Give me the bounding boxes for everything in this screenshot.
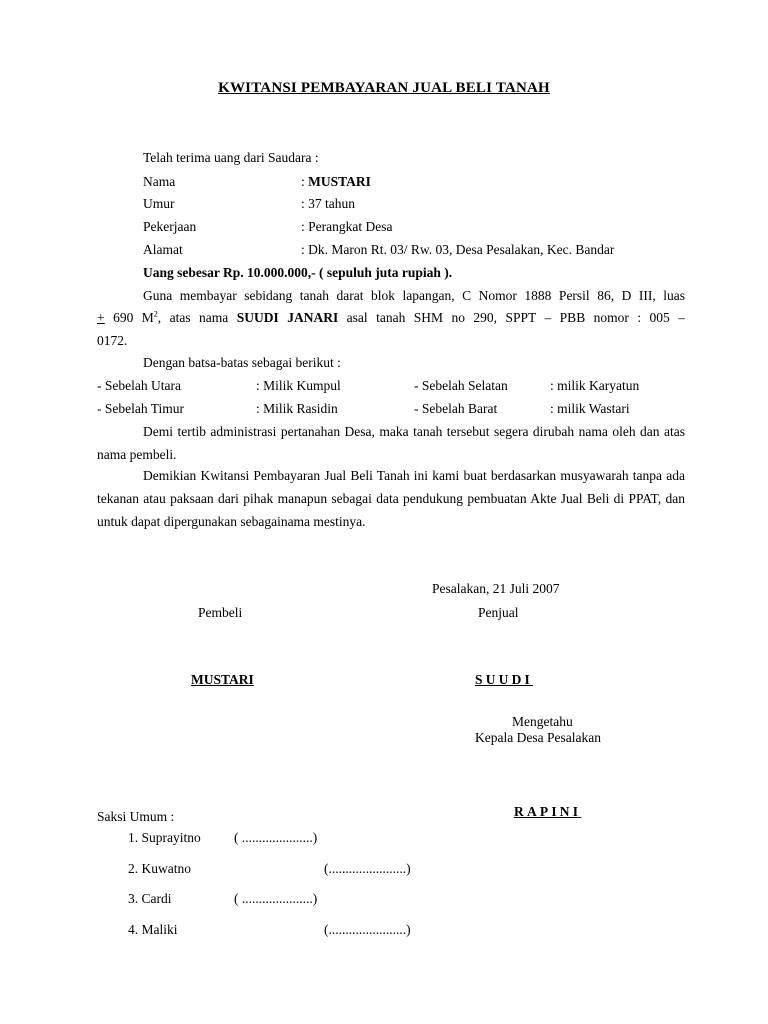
buyer-signature-name: MUSTARI bbox=[191, 672, 254, 687]
area-value: 690 M bbox=[104, 310, 154, 325]
field-value-nama bbox=[301, 174, 371, 190]
village-head-name: RAPINI bbox=[514, 804, 582, 819]
witness-1-name: 1. Suprayitno bbox=[128, 830, 201, 845]
border-west-label: - Sebelah Barat bbox=[414, 401, 498, 416]
border-west-value: : milik Wastari bbox=[550, 401, 630, 416]
field-label-alamat: Alamat bbox=[143, 242, 183, 257]
field-label-pekerjaan: Pekerjaan bbox=[143, 219, 197, 234]
border-east-label: - Sebelah Timur bbox=[97, 401, 185, 416]
field-value-alamat: : Dk. Maron Rt. 03/ Rw. 03, Desa Pesalakan, Kec. Bandar bbox=[301, 242, 615, 257]
field-value-pekerjaan: : Perangkat Desa bbox=[301, 219, 393, 234]
purpose-line-2 bbox=[97, 310, 685, 326]
border-north-value: : Milik Kumpul bbox=[256, 378, 341, 393]
border-north-label: - Sebelah Utara bbox=[97, 378, 181, 393]
witness-label: Saksi Umum : bbox=[97, 809, 175, 824]
buyer-name-field: MUSTARI bbox=[308, 174, 371, 189]
field-label-umur: Umur bbox=[143, 196, 175, 211]
witness-2-signature: (.......................) bbox=[324, 861, 411, 876]
buyer-label: Pembeli bbox=[198, 605, 243, 620]
border-east-value: : Milik Rasidin bbox=[256, 401, 338, 416]
witness-1-signature: ( .....................) bbox=[234, 830, 318, 845]
acknowledged-label: Mengetahu bbox=[512, 714, 573, 729]
closing-paragraph: Demikian Kwitansi Pembayaran Jual Beli Tanah ini kami buat berdasarkan musyawarah tanpa ada tekanan atau paksaan dari pihak manapun sebagai data pendukung pembuatan Akte Jual Beli di PPAT, dan untuk dapat dipergunakan sebagainama mestinya. bbox=[97, 468, 685, 529]
area-superscript: 2 bbox=[153, 309, 158, 319]
border-south-label: - Sebelah Selatan bbox=[414, 378, 508, 393]
amount-text: Uang sebesar Rp. 10.000.000,- ( sepuluh juta rupiah ). bbox=[143, 265, 453, 280]
witness-3-signature: ( .....................) bbox=[234, 891, 318, 906]
plus-minus-sign: + bbox=[97, 310, 105, 325]
field-label-nama: Nama bbox=[143, 174, 176, 189]
field-value-umur: : 37 tahun bbox=[301, 196, 355, 211]
purpose-line-1: Guna membayar sebidang tanah darat blok lapangan, C Nomor 1888 Persil 86, D III, luas bbox=[143, 288, 685, 303]
witness-2-name: 2. Kuwatno bbox=[128, 861, 191, 876]
seller-signature-name: SUUDI bbox=[475, 672, 534, 687]
village-head-title: Kepala Desa Pesalakan bbox=[475, 730, 601, 745]
borders-intro: Dengan batsa-batas sebagai berikut : bbox=[143, 355, 341, 370]
purpose-line-3: 0172. bbox=[97, 333, 128, 348]
owner-prefix: , atas nama bbox=[157, 310, 237, 325]
owner-name: SUUDI JANARI bbox=[236, 310, 339, 325]
land-details: asal tanah SHM no 290, SPPT – PBB nomor : 005 – bbox=[338, 310, 685, 325]
document-title: KWITANSI PEMBAYARAN JUAL BELI TANAH bbox=[218, 80, 550, 96]
witness-4-signature: (.......................) bbox=[324, 922, 411, 937]
witness-3-name: 3. Cardi bbox=[128, 891, 172, 906]
seller-label: Penjual bbox=[478, 605, 519, 620]
border-south-value: : milik Karyatun bbox=[550, 378, 640, 393]
place-date: Pesalakan, 21 Juli 2007 bbox=[432, 581, 560, 596]
admin-paragraph: Demi tertib administrasi pertanahan Desa, maka tanah tersebut segera dirubah nama oleh dan atas nama pembeli. bbox=[97, 424, 685, 462]
intro-text: Telah terima uang dari Saudara : bbox=[143, 150, 319, 165]
witness-4-name: 4. Maliki bbox=[128, 922, 178, 937]
field-colon: : bbox=[301, 174, 309, 189]
